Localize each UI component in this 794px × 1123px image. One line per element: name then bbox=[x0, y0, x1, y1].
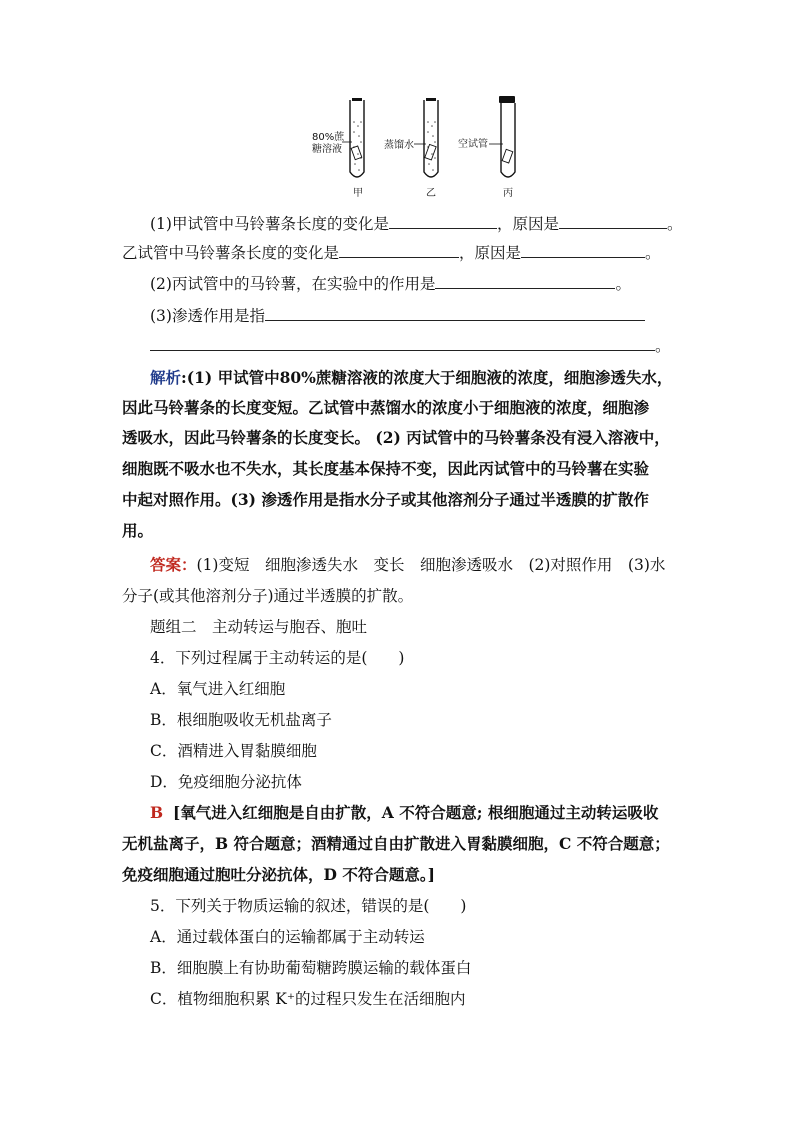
group2-title: 题组二 主动转运与胞吞、胞吐 bbox=[150, 618, 368, 636]
analysis-line-2: 因此马铃薯条的长度变短。乙试管中蒸馏水的浓度小于细胞液的浓度，细胞渗 bbox=[122, 398, 650, 417]
answer-blank[interactable] bbox=[265, 306, 645, 321]
q3-part1b-text: 乙试管中马铃薯条长度的变化是 bbox=[122, 244, 340, 262]
q3-part3b-line bbox=[150, 336, 671, 356]
q4-explanation-line-3: 免疫细胞通过胞吐分泌抗体，D 不符合题意。] bbox=[122, 865, 435, 884]
period: 。 bbox=[615, 275, 631, 293]
q3-part2-text: (2)丙试管中的马铃薯，在实验中的作用是 bbox=[150, 275, 436, 293]
q4-stem: 4．下列过程属于主动转运的是( ) bbox=[150, 649, 405, 667]
q4-explanation-line-1 bbox=[150, 803, 658, 823]
q3-part3-text: (3)渗透作用是指 bbox=[150, 307, 265, 325]
q5-option-a[interactable]: A．通过载体蛋白的运输都属于主动转运 bbox=[150, 928, 425, 946]
q4-option-d[interactable]: D．免疫细胞分泌抗体 bbox=[150, 773, 302, 791]
label-tube2: 蒸馏水 bbox=[384, 140, 414, 151]
tube-name-bing: 丙 bbox=[503, 188, 513, 199]
q5-option-c[interactable]: C．植物细胞积累 K⁺的过程只发生在活细胞内 bbox=[150, 990, 466, 1008]
q3-part1-reason-label: ，原因是 bbox=[496, 215, 559, 233]
analysis-line-5: 中起对照作用。(3) 渗透作用是指水分子或其他溶剂分子通过半透膜的扩散作 bbox=[122, 490, 649, 509]
answer-blank[interactable] bbox=[389, 214, 497, 229]
analysis-line-6: 用。 bbox=[122, 521, 154, 540]
q4-option-c[interactable]: C．酒精进入胃黏膜细胞 bbox=[150, 742, 317, 760]
period: 。 bbox=[666, 215, 683, 233]
analysis-line-4: 细胞既不吸水也不失水，其长度基本保持不变，因此丙试管中的马铃薯在实验 bbox=[122, 459, 650, 478]
analysis-line-1 bbox=[150, 368, 672, 388]
q3-part2-line bbox=[150, 274, 631, 294]
tube-name-jia: 甲 bbox=[353, 188, 363, 199]
q4-answer-letter: B bbox=[150, 803, 164, 822]
q5-option-b[interactable]: B．细胞膜上有协助葡萄糖跨膜运输的载体蛋白 bbox=[150, 959, 472, 977]
q3-part1-line bbox=[150, 214, 683, 234]
q4-option-a[interactable]: A．氧气进入红细胞 bbox=[150, 680, 286, 698]
analysis-text: :(1) 甲试管中80%蔗糖溶液的浓度大于细胞液的浓度，细胞渗透失水， bbox=[181, 368, 673, 387]
answer-text: (1)变短 细胞渗透失水 变长 细胞渗透吸水 (2)对照作用 (3)水 bbox=[196, 556, 666, 574]
q3-part3-line bbox=[150, 306, 645, 326]
q3-part1b-reason-label: ，原因是 bbox=[459, 244, 522, 262]
tube-bing bbox=[489, 96, 515, 177]
tube-name-yi: 乙 bbox=[426, 188, 436, 199]
q4-explanation-line-2: 无机盐离子，B 符合题意；酒精通过自由扩散进入胃黏膜细胞，C 不符合题意； bbox=[122, 834, 670, 853]
q3-part1-text: (1)甲试管中马铃薯条长度的变化是 bbox=[150, 215, 389, 233]
tube-yi bbox=[414, 98, 438, 177]
q5-stem: 5．下列关于物质运输的叙述，错误的是( ) bbox=[150, 897, 467, 915]
answer-blank[interactable] bbox=[435, 274, 615, 289]
analysis-line-3: 透吸水，因此马铃薯条的长度变长。 (2) 丙试管中的马铃薯条没有浸入溶液中， bbox=[122, 428, 670, 447]
answer-label: 答案： bbox=[150, 555, 197, 574]
answer-line-1 bbox=[150, 555, 665, 575]
q4-option-b[interactable]: B．根细胞吸收无机盐离子 bbox=[150, 711, 332, 729]
period: 。 bbox=[655, 337, 671, 355]
answer-blank[interactable] bbox=[150, 336, 655, 351]
answer-blank[interactable] bbox=[521, 243, 645, 258]
answer-line-2: 分子(或其他溶剂分子)通过半透膜的扩散。 bbox=[122, 587, 414, 605]
period: 。 bbox=[645, 244, 661, 262]
answer-blank[interactable] bbox=[339, 243, 459, 258]
answer-blank[interactable] bbox=[559, 214, 667, 229]
label-tube1-line1: 80%蔗 bbox=[312, 132, 345, 143]
analysis-label: 解析 bbox=[150, 368, 182, 387]
label-tube1-line2: 糖溶液 bbox=[312, 144, 342, 155]
tube-jia bbox=[342, 98, 364, 177]
label-tube3: 空试管 bbox=[458, 139, 488, 150]
test-tube-figure bbox=[300, 92, 540, 202]
q4-explanation-text: [氧气进入红细胞是自由扩散，A 不符合题意; 根细胞通过主动转运吸收 bbox=[172, 803, 659, 822]
q3-part1b-line bbox=[122, 243, 661, 263]
